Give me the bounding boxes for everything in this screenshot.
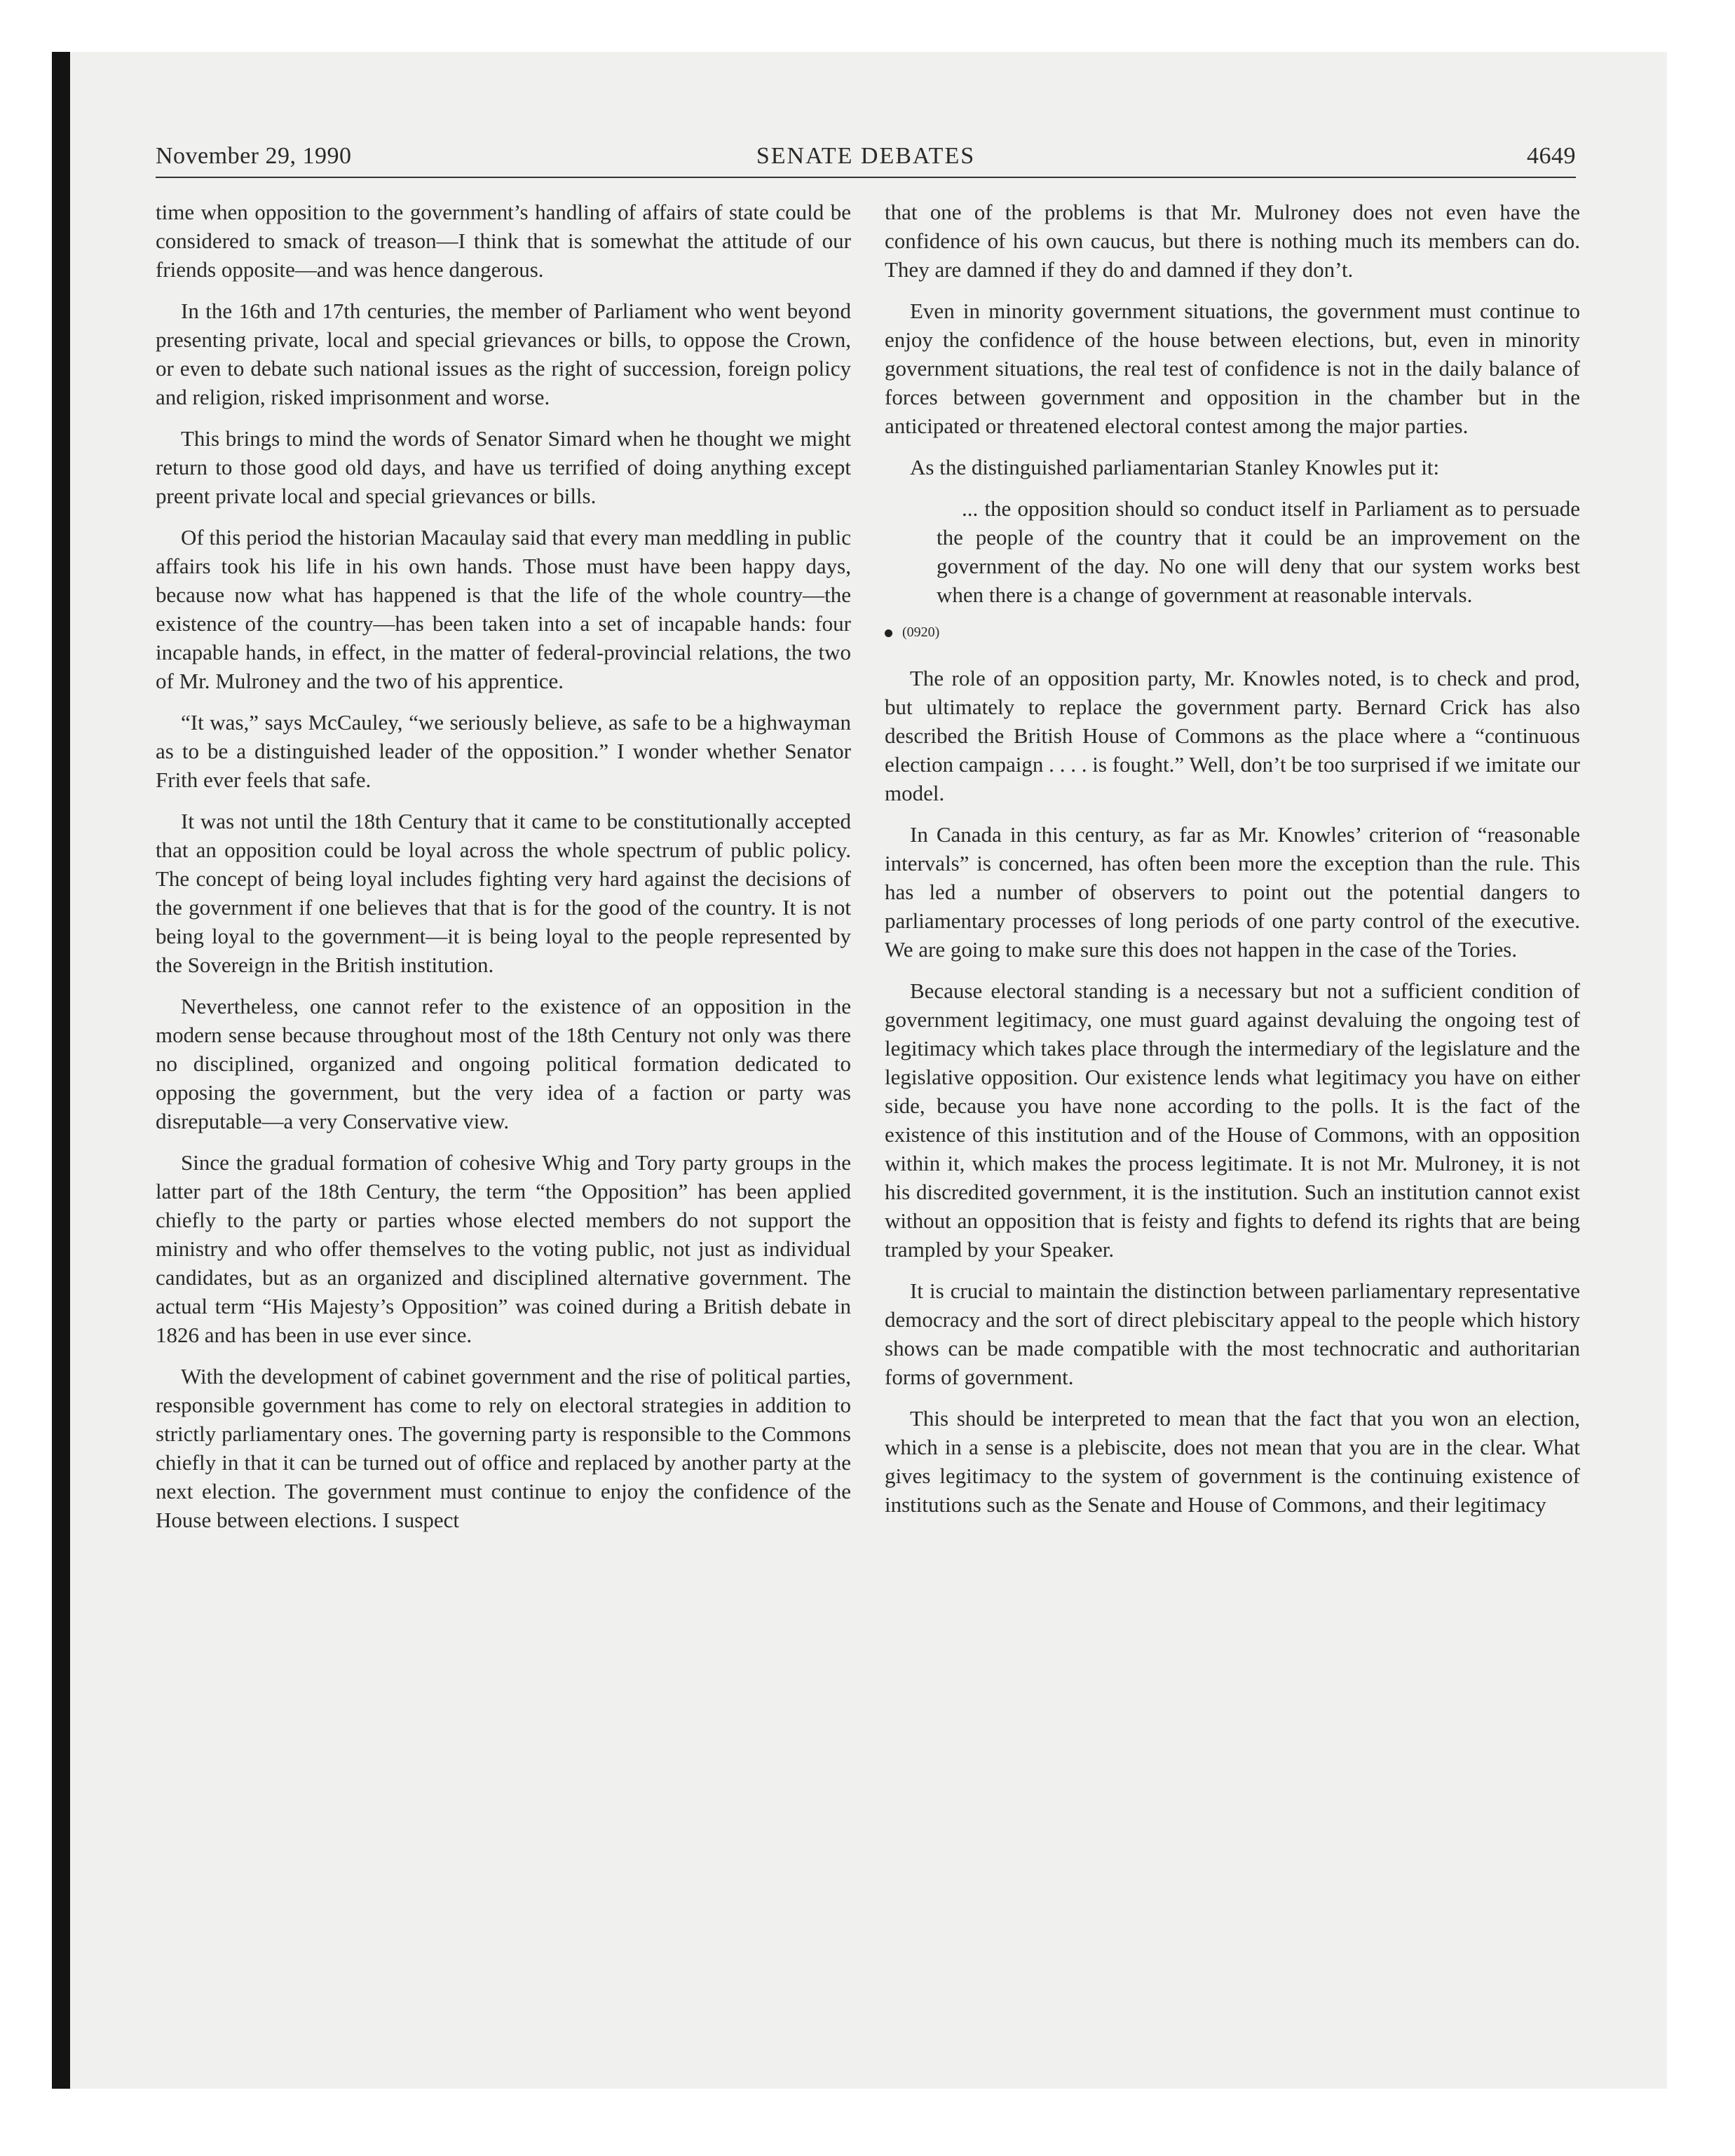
paragraph: The role of an opposition party, Mr. Knowles noted, is to check and prod, but ultimately to replace the government party. Bernard Crick has also described the British House of Commons as the place where a “continuous election campaign . . . . is fought.” Well, don’t be too surprised if we imitate our model. — [885, 666, 1580, 805]
paragraph: Because electoral standing is a necessary but not a sufficient condition of government legitimacy, one must guard against devaluing the ongoing test of legitimacy which takes place through the intermediary of the legislature and the legislative opposition. Our existence lends what legitimacy you have on either side, because you have none according to the polls. It is the fact of the existence of this institution and of the House of Commons, with an opposition within it, which makes the process legitimate. It is not Mr. Mulroney, it is not his discredited government, it is the institution. Such an institution cannot exist without an opposition that is feisty and fights to defend its rights that are being trampled by your Speaker. — [885, 978, 1580, 1262]
paragraph: Since the gradual formation of cohesive Whig and Tory party groups in the latter part of the 18th Century, the term “the Opposition” has been applied chiefly to the party or parties whose elected members do not support the ministry and who offer themselves to the voting public, not just as individual candidates, but as an organized and disciplined alternative government. The actual term “His Majesty’s Opposition” was coined during a British debate in 1826 and has been in use ever since. — [156, 1150, 851, 1347]
paragraph: “It was,” says McCauley, “we seriously believe, as safe to be a highwayman as to be a distinguished leader of the opposition.” I wonder whether Senator Frith ever feels that safe. — [156, 710, 851, 792]
paragraph: Of this period the historian Macaulay said that every man meddling in public affairs took his life in his own hands. Those must have been happy days, because now what has happened is that the life of the whole country—the existence of the country—has been taken into a set of incapable hands: four incapable hands, in effect, in the matter of federal-provincial relations, the two of Mr. Mulroney and the two of his apprentice. — [156, 525, 851, 693]
paragraph: time when opposition to the government’s handling of affairs of state could be considered to smack of treason—I think that is somewhat the attitude of our friends opposite—and was hence dangerous. — [156, 200, 851, 282]
page-header — [156, 142, 1576, 178]
paragraph: It is crucial to maintain the distinction between parliamentary representative democracy and the sort of direct plebiscitary appeal to the people which history shows can be made compatible with the most technocratic and authoritarian forms of government. — [885, 1278, 1580, 1389]
time-marker — [885, 622, 1580, 643]
paragraph: This brings to mind the words of Senator Simard when he thought we might return to those good old days, and have us terrified of doing anything except preent private local and special grievances or bills. — [156, 426, 851, 508]
header-date: November 29, 1990 — [156, 143, 352, 169]
paragraph: Even in minority government situations, the government must continue to enjoy the confidence of the house between elections, but, even in minority government situations, the real test of confidence is not in the daily balance of forces between government and opposition in the chamber but in the anticipated or threatened electoral contest among the major parties. — [885, 299, 1580, 438]
paragraph: This should be interpreted to mean that the fact that you won an election, which in a sense is a plebiscite, does not mean that you are in the clear. What gives legitimacy to the system of government is the continuing existence of institutions such as the Senate and House of Commons, and their legitimacy — [885, 1406, 1580, 1517]
scan-border — [52, 52, 70, 2089]
paragraph: It was not until the 18th Century that it came to be constitutionally accepted that an opposition could be loyal across the whole spectrum of public policy. The concept of being loyal includes fighting very hard against the decisions of the government if one believes that that is for the good of the country. It is not being loyal to the government—it is being loyal to the people represented by the Sovereign in the British institution. — [156, 809, 851, 977]
paragraph: In Canada in this century, as far as Mr. Knowles’ criterion of “reasonable intervals” is concerned, has often been more the exception than the rule. This has led a number of observers to point out the potential dangers to parliamentary processes of long periods of one party control of the executive. We are going to make sure this does not happen in the case of the Tories. — [885, 822, 1580, 962]
paragraph: Nevertheless, one cannot refer to the existence of an opposition in the modern sense because throughout most of the 18th Century not only was there no disciplined, organized and ongoing political formation dedicated to opposing the government, but the very idea of a faction or party was disreputable—a very Conservative view. — [156, 994, 851, 1133]
time-marker-label: (0920) — [902, 625, 940, 640]
page-number: 4649 — [1527, 143, 1576, 169]
paragraph: In the 16th and 17th centuries, the member of Parliament who went beyond presenting private, local and special grievances or bills, to oppose the Crown, or even to debate such national issues as the right of succession, foreign policy and religion, risked imprisonment and worse. — [156, 299, 851, 409]
bullet-icon — [885, 629, 892, 637]
paragraph: As the distinguished parliamentarian Stanley Knowles put it: — [910, 455, 1440, 479]
left-column — [156, 198, 851, 1547]
paragraph: that one of the problems is that Mr. Mulroney does not even have the confidence of his own caucus, but there is nothing much its members can do. They are damned if they do and damned if they don’t. — [885, 200, 1580, 282]
publication-title: SENATE DEBATES — [756, 143, 976, 169]
block-quote: ... the opposition should so conduct itself in Parliament as to persuade the people of the country that it could be an improvement on the government of the day. No one will deny that our system works best when there is a change of government at reasonable intervals. — [937, 496, 1580, 607]
paragraph: With the development of cabinet government and the rise of political parties, responsible government has come to rely on electoral strategies in addition to strictly parliamentary ones. The governing party is responsible to the Commons chiefly in that it can be turned out of office and replaced by another party at the next election. The government must continue to enjoy the confidence of the House between elections. I suspect — [156, 1364, 851, 1532]
right-column — [885, 198, 1580, 1531]
